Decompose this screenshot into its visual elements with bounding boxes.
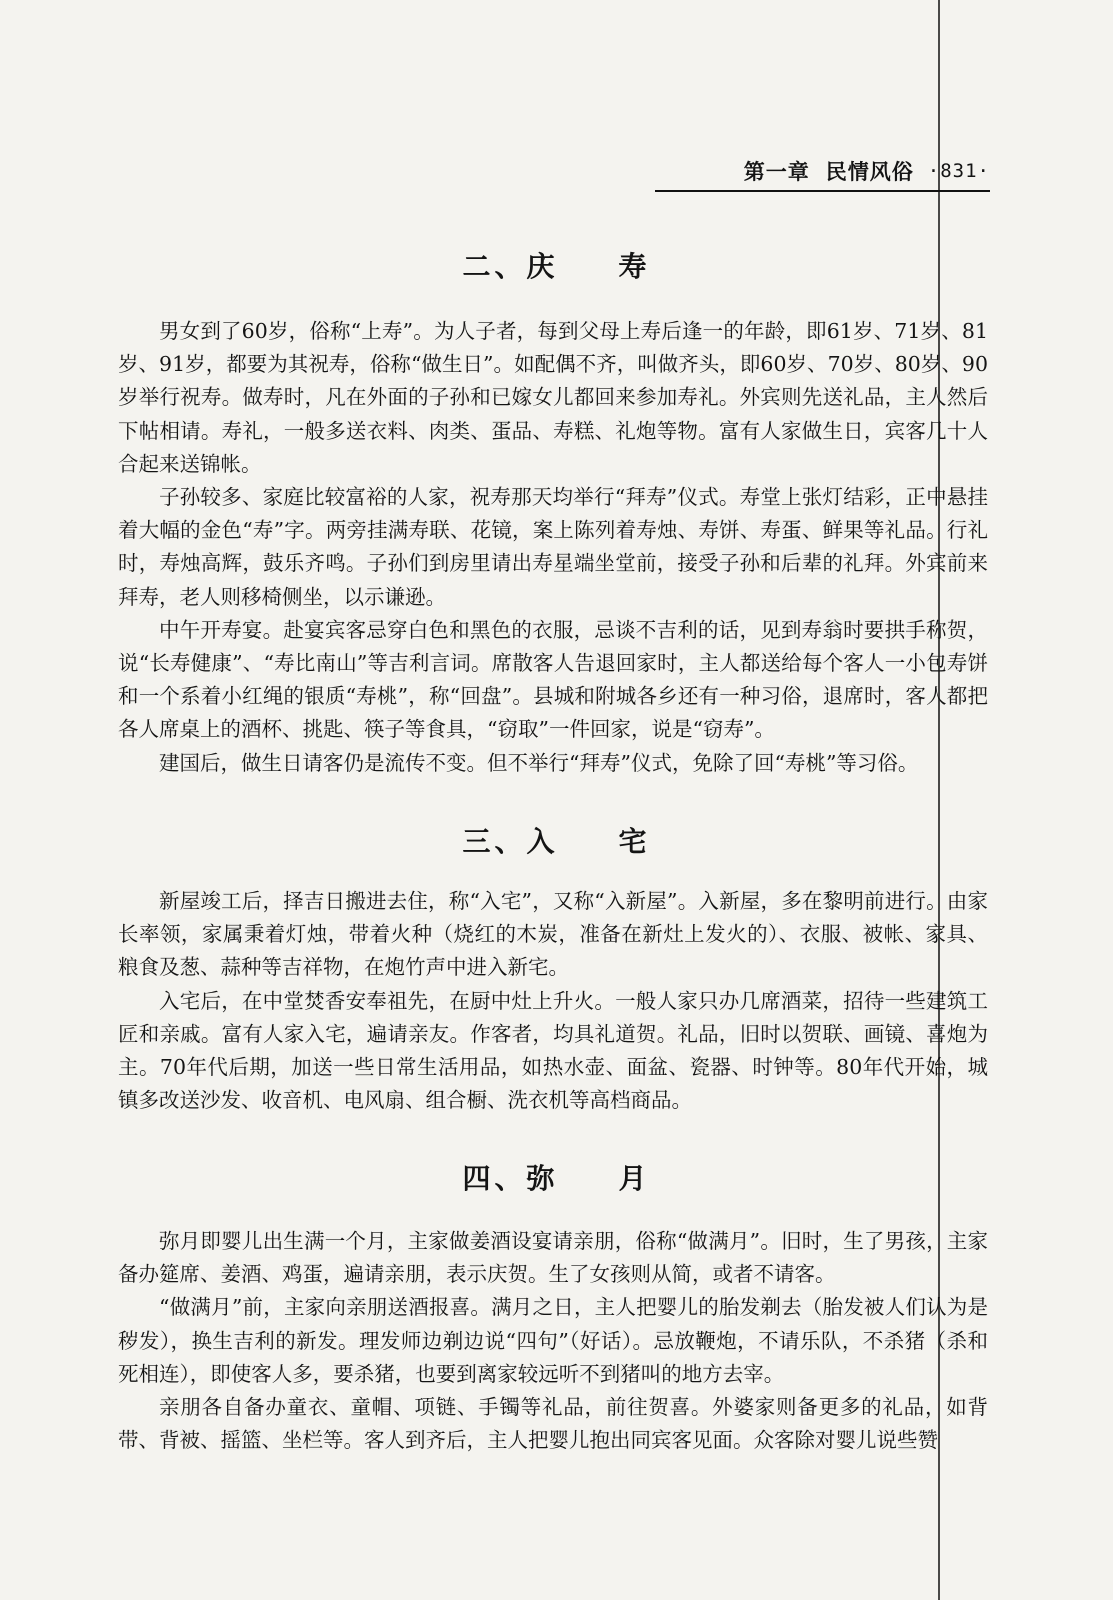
page-number: ·831· xyxy=(927,160,990,182)
header-rule xyxy=(655,190,990,192)
header-topic: 民情风俗 xyxy=(825,160,914,184)
paragraph: 亲朋各自备办童衣、童帽、项链、手镯等礼品，前往贺喜。外婆家则备更多的礼品，如背带、背被、摇篮、坐栏等。客人到齐后，主人把婴儿抱出同宾客见面。众客除对婴儿说些赞 xyxy=(118,1395,988,1453)
section-title-part-a: 四、弥 xyxy=(462,1162,559,1195)
section-title-part-b: 寿 xyxy=(618,250,651,283)
section-body-ruzhai xyxy=(118,885,988,1117)
section-body-miyue xyxy=(118,1225,988,1457)
header-chapter: 第一章 xyxy=(743,160,810,184)
section-title-part-b: 月 xyxy=(618,1162,651,1195)
section-title-ruzhai xyxy=(0,820,1113,860)
paragraph: 弥月即婴儿出生满一个月，主家做姜酒设宴请亲朋，俗称“做满月”。旧时，生了男孩，主家备办筵席、姜酒、鸡蛋，遍请亲朋，表示庆贺。生了女孩则从简，或者不请客。 xyxy=(118,1229,988,1287)
section-title-part-b: 宅 xyxy=(618,825,651,858)
paragraph: 男女到了60岁，俗称“上寿”。为人子者，每到父母上寿后逢一的年龄，即61岁、71岁、81岁、91岁，都要为其祝寿，俗称“做生日”。如配偶不齐，叫做齐头，即60岁、70岁、80岁、90岁举行祝寿。做寿时，凡在外面的子孙和已嫁女儿都回来参加寿礼。外宾则先送礼品，主人然后下帖相请。寿礼，一般多送衣料、肉类、蛋品、寿糕、礼炮等物。富有人家做生日，宾客几十人合起来送锦帐。 xyxy=(118,319,988,476)
paragraph: 新屋竣工后，择吉日搬进去住，称“入宅”，又称“入新屋”。入新屋，多在黎明前进行。由家长率领，家属秉着灯烛，带着火种（烧红的木炭，准备在新灶上发火的）、衣服、被帐、家具、粮食及葱、蒜种等吉祥物，在炮竹声中进入新宅。 xyxy=(118,889,988,980)
section-body-qingshou xyxy=(118,315,988,780)
section-title-qingshou xyxy=(0,245,1113,285)
paragraph: 中午开寿宴。赴宴宾客忌穿白色和黑色的衣服，忌谈不吉利的话，见到寿翁时要拱手称贺，说“长寿健康”、“寿比南山”等吉利言词。席散客人告退回家时，主人都送给每个客人一小包寿饼和一个系着小红绳的银质“寿桃”，称“回盘”。县城和附城各乡还有一种习俗，退席时，客人都把各人席桌上的酒杯、挑匙、筷子等食具，“窃取”一件回家，说是“窃寿”。 xyxy=(118,617,988,742)
section-title-part-a: 二、庆 xyxy=(462,250,559,283)
section-title-miyue xyxy=(0,1157,1113,1197)
paragraph: “做满月”前，主家向亲朋送酒报喜。满月之日，主人把婴儿的胎发剃去（胎发被人们认为是秽发），换生吉利的新发。理发师边剃边说“四句”（好话）。忌放鞭炮，不请乐队，不杀猪（杀和死相连），即使客人多，要杀猪，也要到离家较远听不到猪叫的地方去宰。 xyxy=(118,1295,988,1386)
paragraph: 子孙较多、家庭比较富裕的人家，祝寿那天均举行“拜寿”仪式。寿堂上张灯结彩，正中悬挂着大幅的金色“寿”字。两旁挂满寿联、花镜，案上陈列着寿烛、寿饼、寿蛋、鲜果等礼品。行礼时，寿烛高辉，鼓乐齐鸣。子孙们到房里请出寿星端坐堂前，接受子孙和后辈的礼拜。外宾前来拜寿，老人则移椅侧坐，以示谦逊。 xyxy=(118,485,988,609)
paragraph: 建国后，做生日请客仍是流传不变。但不举行“拜寿”仪式，免除了回“寿桃”等习俗。 xyxy=(159,750,919,775)
paragraph: 入宅后，在中堂焚香安奉祖先，在厨中灶上升火。一般人家只办几席酒菜，招待一些建筑工匠和亲戚。富有人家入宅，遍请亲友。作客者，均具礼道贺。礼品，旧时以贺联、画镜、喜炮为主。70年代后期，加送一些日常生活用品，如热水壶、面盆、瓷器、时钟等。80年代开始，城镇多改送沙发、收音机、电风扇、组合橱、洗衣机等高档商品。 xyxy=(118,988,988,1113)
section-title-part-a: 三、入 xyxy=(462,825,559,858)
running-header xyxy=(655,153,990,189)
